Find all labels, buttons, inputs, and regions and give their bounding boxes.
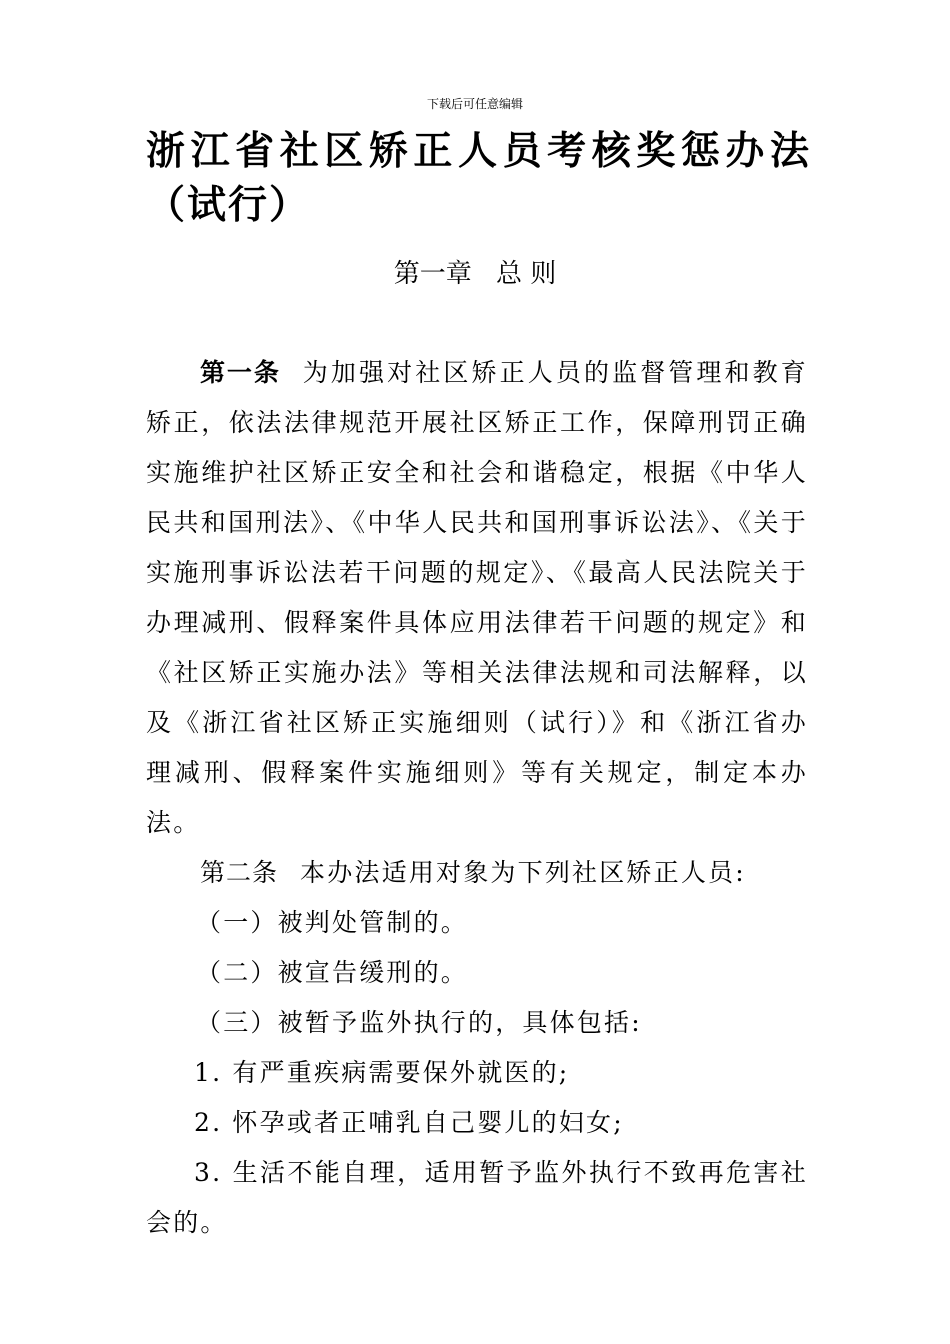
article-2-text: 本办法适用对象为下列社区矫正人员: xyxy=(300,858,746,887)
numbered-item: 1. 有严重疾病需要保外就医的; xyxy=(194,1058,570,1087)
document-body xyxy=(146,348,808,1248)
list-item: （一）被判处管制的。 xyxy=(196,908,469,937)
list-item: （三）被暂予监外执行的，具体包括: xyxy=(196,1008,642,1037)
list-item: （二）被宣告缓刑的。 xyxy=(196,958,469,987)
article-1-label: 第一条 xyxy=(200,358,281,387)
article-1 xyxy=(146,348,808,848)
chapter-number: 第一章 xyxy=(393,259,472,289)
article-2-label: 第二条 xyxy=(200,858,279,887)
article-1-text: 为加强对社区矫正人员的监督管理和教育矫正，依法法律规范开展社区矫正工作，保障刑罚正确实施维护社区矫正安全和社会和谐稳定，根据《中华人民共和国刑法》、《中华人民共和国刑事诉讼法》、《关于实施刑事诉讼法若干问题的规定》、《最高人民法院关于办理减刑、假释案件具体应用法律若干问题的规定》和《社区矫正实施办法》等相关法律法规和司法解释，以及《浙江省社区矫正实施细则（试行）》和《浙江省办理减刑、假释案件实施细则》等有关规定，制定本办法。 xyxy=(146,358,808,837)
download-note: 下载后可任意编辑 xyxy=(426,97,523,111)
chapter-name: 总 则 xyxy=(496,259,557,289)
numbered-item: 2. 怀孕或者正哺乳自己婴儿的妇女; xyxy=(194,1108,624,1137)
article-2 xyxy=(146,848,808,898)
chapter-heading xyxy=(0,256,950,292)
document-title: 浙江省社区矫正人员考核奖惩办法（试行） xyxy=(146,128,811,228)
numbered-item: 3. 生活不能自理，适用暂予监外执行不致再危害社会的。 xyxy=(146,1158,808,1237)
